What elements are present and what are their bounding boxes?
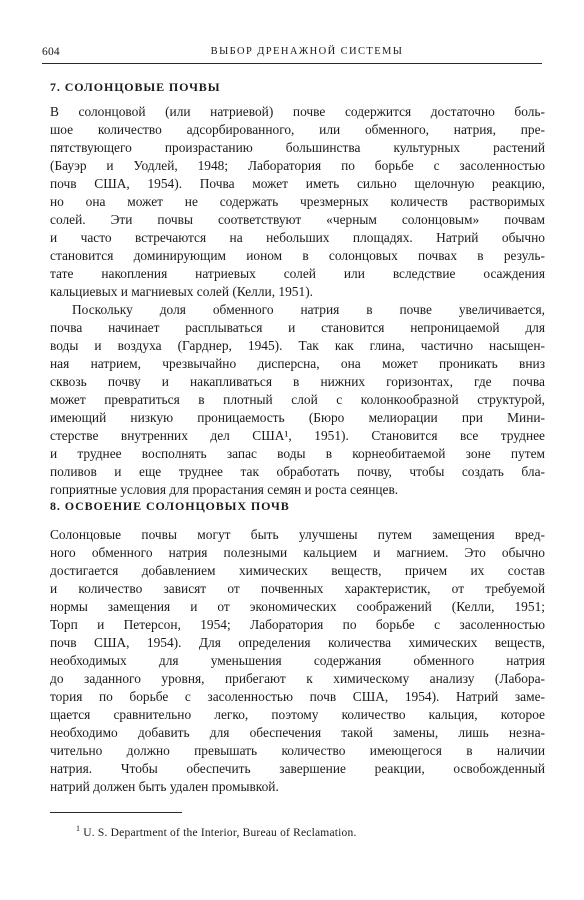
paragraph-line: пятствующего произрастанию большинства культурных растений <box>50 140 545 155</box>
paragraph-line: натрий должен быть удален промывкой. <box>50 779 279 794</box>
paragraph-line: кальциевых и магниевых солей (Келли, 1951). <box>50 284 313 299</box>
paragraph-line: почв США, 1954). Почва может иметь сильно щелочную реакцию, <box>50 176 545 191</box>
paragraph-line: солей. Эти почвы соответствуют «черным солонцовым» почвам <box>50 212 545 227</box>
paragraph-line: (Бауэр и Уодлей, 1948; Лаборатория по борьбе с засоленностью <box>50 158 545 173</box>
paragraph-line: тория по борьбе с засоленностью почв США, 1954). Натрий заме- <box>50 689 545 704</box>
footnote-rule <box>50 812 182 813</box>
paragraph-line: может превратиться в плотный слой с колонкообразной структурой, <box>50 392 545 407</box>
paragraph-line: чительно должно превышать количество имеющегося в наличии <box>50 743 545 758</box>
paragraph-line: Поскольку доля обменного натрия в почве увеличивается, <box>72 302 545 317</box>
paragraph-line: становится доминирующим ионом в солонцовых почвах в резуль- <box>50 248 545 263</box>
paragraph-line: но она может не содержать чрезмерных количеств растворимых <box>50 194 545 209</box>
paragraph-line: щается сравнительно легко, поэтому количество кальция, которое <box>50 707 545 722</box>
paragraph-line: ная натрием, чрезвычайно дисперсна, она может проникать вниз <box>50 356 545 371</box>
paragraph-line: нормы замещения и от экономических соображений (Келли, 1951; <box>50 599 545 614</box>
paragraph-line: необходимо добавить для обеспечения такой замены, лишь незна- <box>50 725 545 740</box>
paragraph-line: воды и воздуха (Гарднер, 1945). Так как глина, частично насыщен- <box>50 338 545 353</box>
paragraph-line: до заданного уровня, прибегают к химическому анализу (Лабора- <box>50 671 545 686</box>
paragraph-line: Солонцовые почвы могут быть улучшены путем замещения вред- <box>50 527 545 542</box>
page-number: 604 <box>42 46 60 58</box>
paragraph-line: тате накопления натриевых солей или вследствие осаждения <box>50 266 545 281</box>
paragraph-line: и количество зависят от почвенных характеристик, от требуемой <box>50 581 545 596</box>
paragraph-line: натрия. Чтобы обеспечить завершение реакции, освобожденный <box>50 761 545 776</box>
paragraph-line: В солонцовой (или натриевой) почве содержится достаточно боль- <box>50 104 545 119</box>
paragraph-line: достигается добавлением химических веществ, причем их состав <box>50 563 545 578</box>
header-rule <box>42 63 542 64</box>
section-heading-8: 8. ОСВОЕНИЕ СОЛОНЦОВЫХ ПОЧВ <box>50 499 290 513</box>
paragraph-line: шое количество адсорбированного, или обменного, натрия, пре- <box>50 122 545 137</box>
footnote-text: U. S. Department of the Interior, Bureau of Reclamation. <box>83 827 357 839</box>
paragraph-line: гоприятные условия для прорастания семян и роста сеянцев. <box>50 482 399 497</box>
footnote <box>76 824 357 839</box>
paragraph-line: сквозь почву и накапливаться в нижних горизонтах, где почва <box>50 374 545 389</box>
paragraph-line: необходимых для уменьшения содержания обменного натрия <box>50 653 545 668</box>
running-title: ВЫБОР ДРЕНАЖНОЙ СИСТЕМЫ <box>210 46 404 57</box>
paragraph-line: и труднее восполнять запас воды в корнеобитаемой зоне путем <box>50 446 545 461</box>
paragraph-line: поливов и еще труднее так обработать почву, чтобы создать бла- <box>50 464 545 479</box>
paragraph-line: почв США, 1954). Для определения количества химических веществ, <box>50 635 545 650</box>
paragraph-line: почва начинает расплываться и становится непроницаемой для <box>50 320 545 335</box>
paragraph-line: ного обменного натрия полезными кальцием и магнием. Это обычно <box>50 545 545 560</box>
running-head <box>42 46 542 60</box>
paragraph-line: Торп и Петерсон, 1954; Лаборатория по борьбе с засоленностью <box>50 617 545 632</box>
paragraph-line: стерстве внутренних дел США¹, 1951). Становится все труднее <box>50 428 545 443</box>
paragraph-line: и часто встречаются на небольших площадях. Натрий обычно <box>50 230 545 245</box>
paragraph-line: имеющий низкую проницаемость (Бюро мелиорации при Мини- <box>50 410 545 425</box>
section-heading-7: 7. СОЛОНЦОВЫЕ ПОЧВЫ <box>50 80 221 94</box>
footnote-marker: 1 <box>76 824 81 834</box>
